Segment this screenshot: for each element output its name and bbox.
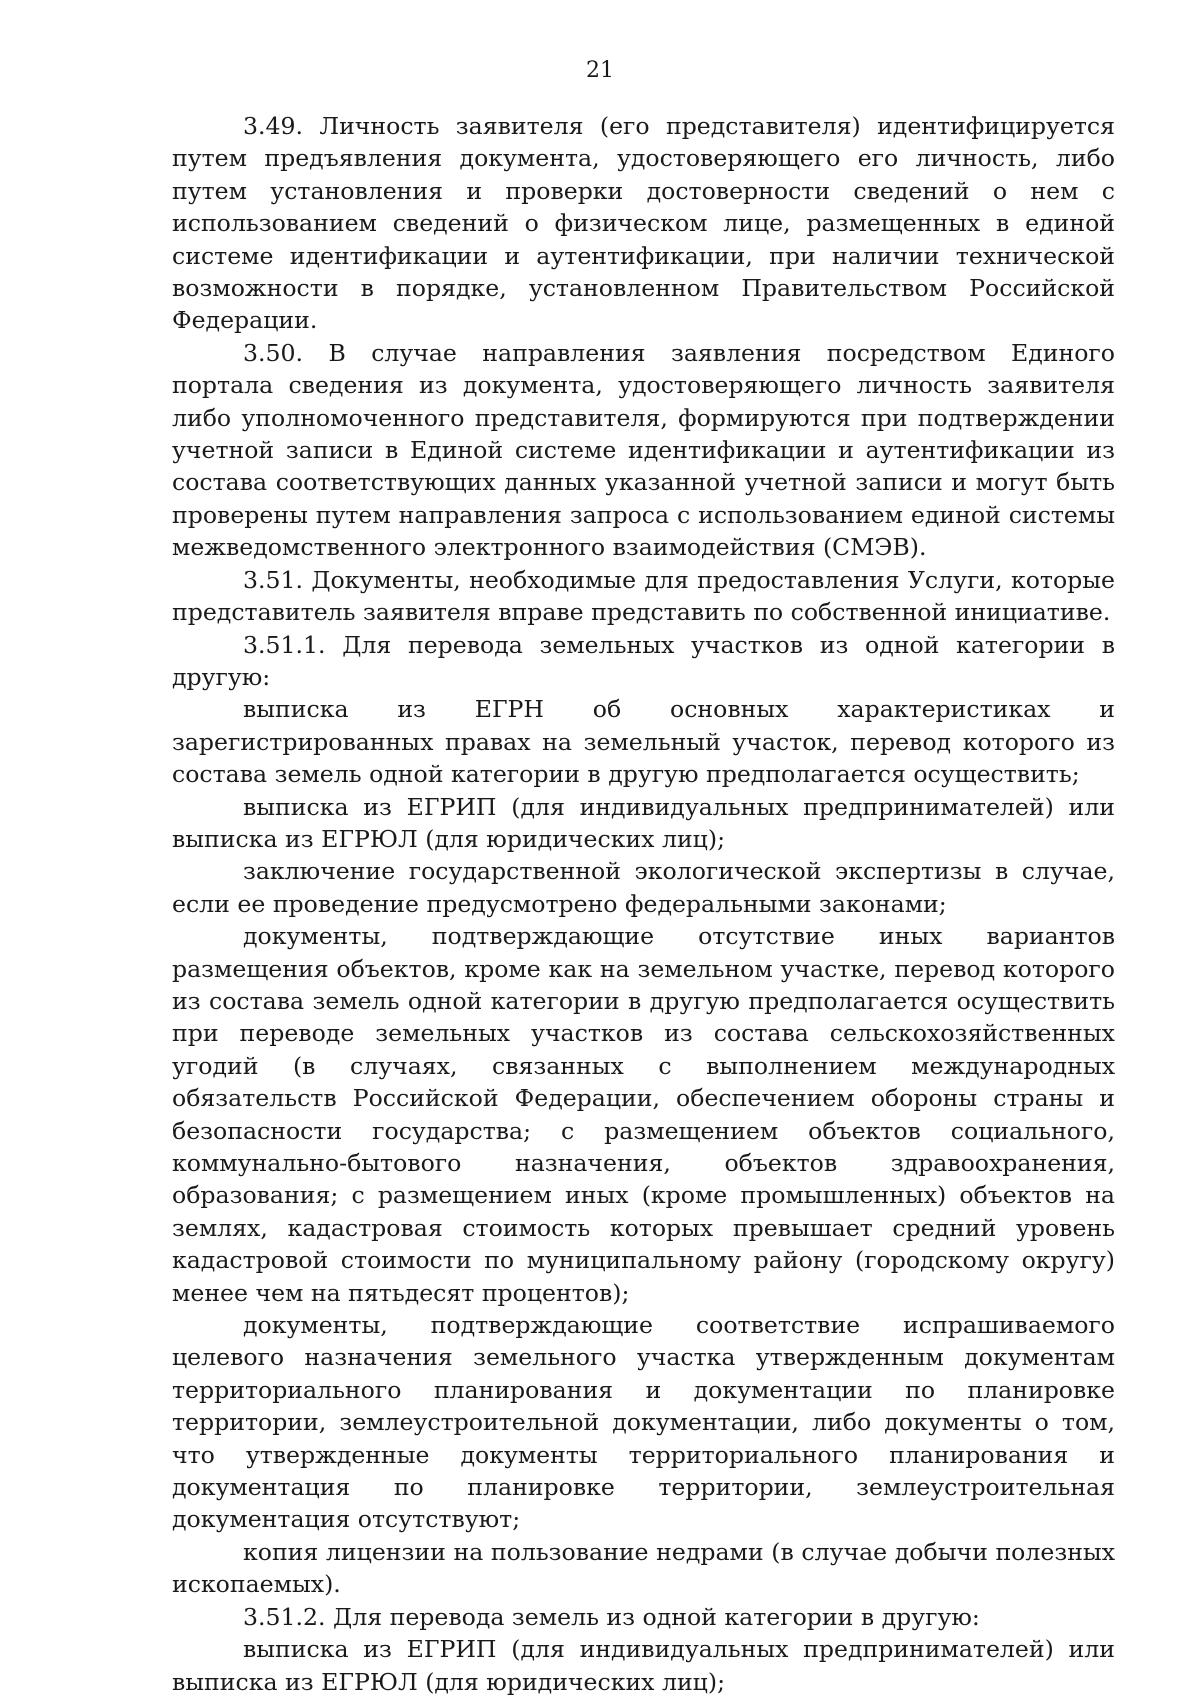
list-item-purpose-compliance-documents: документы, подтверждающие соответствие испрашиваемого целевого назначения земельного участка утвержденным документам территориального планирования и документации по планировке территории, землеустроительной документации, либо документы о том, что утвержденные документы территориального планирования и документация по планировке территории, землеустроительная документация отсутствуют; bbox=[172, 1311, 1115, 1534]
paragraph-3-51-2: 3.51.2. Для перевода земель из одной категории в другую: bbox=[243, 1602, 980, 1631]
list-item-subsoil-license: копия лицензии на пользование недрами (в случае добычи полезных ископаемых). bbox=[172, 1537, 1115, 1599]
list-item-egrip-egrul-extract: выписка из ЕГРИП (для индивидуальных предпринимателей) или выписка из ЕГРЮЛ (для юридических лиц); bbox=[172, 792, 1115, 853]
list-item-egrn-extract: выписка из ЕГРН об основных характеристиках и зарегистрированных правах на земельный участок, перевод которого из состава земель одной категории в другую предполагается осуществить; bbox=[172, 695, 1115, 789]
paragraph-3-50: 3.50. В случае направления заявления посредством Единого портала сведения из документа, удостоверяющего личность заявителя либо уполномоченного представителя, формируются при подтверждении учетной записи в Единой системе идентификации и аутентификации из состава соответствующих данных указанной учетной записи и могут быть проверены путем направления запроса с использованием единой системы межведомственного электронного взаимодействия (СМЭВ). bbox=[172, 338, 1115, 562]
paragraph-3-49: 3.49. Личность заявителя (его представителя) идентифицируется путем предъявления документа, удостоверяющего его личность, либо путем установления и проверки достоверности сведений о нем с использованием сведений о физическом лице, размещенных в единой системе идентификации и аутентификации, при наличии технической возможности в порядке, установленном Правительством Российской Федерации. bbox=[172, 112, 1115, 335]
list-item-ecological-expertise: заключение государственной экологической экспертизы в случае, если ее проведение предусмотрено федеральными законами; bbox=[172, 857, 1115, 918]
list-item-no-alternatives-documents: документы, подтверждающие отсутствие иных вариантов размещения объектов, кроме как на земельном участке, перевод которого из состава земель одной категории в другую предполагается осуществить при переводе земельных участков из состава сельскохозяйственных угодий (в случаях, связанных с выполнением международных обязательств Российской Федерации, обеспечением обороны страны и безопасности государства; с размещением объектов социального, коммунально-бытового назначения, объектов здравоохранения, образования; с размещением иных (кроме промышленных) объектов на землях, кадастровая стоимость которых превышает средний уровень кадастровой стоимости по муниципальному району (городскому округу) менее чем на пятьдесят процентов); bbox=[172, 922, 1115, 1307]
list-item-egrip-egrul-extract-2: выписка из ЕГРИП (для индивидуальных предпринимателей) или выписка из ЕГРЮЛ (для юридических лиц); bbox=[172, 1635, 1115, 1696]
paragraph-3-51-1: 3.51.1. Для перевода земельных участков из одной категории в другую: bbox=[172, 630, 1115, 691]
paragraph-3-51: 3.51. Документы, необходимые для предоставления Услуги, которые представитель заявителя вправе представить по собственной инициативе. bbox=[172, 565, 1115, 627]
document-body bbox=[172, 110, 1115, 1698]
page-number: 21 bbox=[586, 58, 614, 83]
